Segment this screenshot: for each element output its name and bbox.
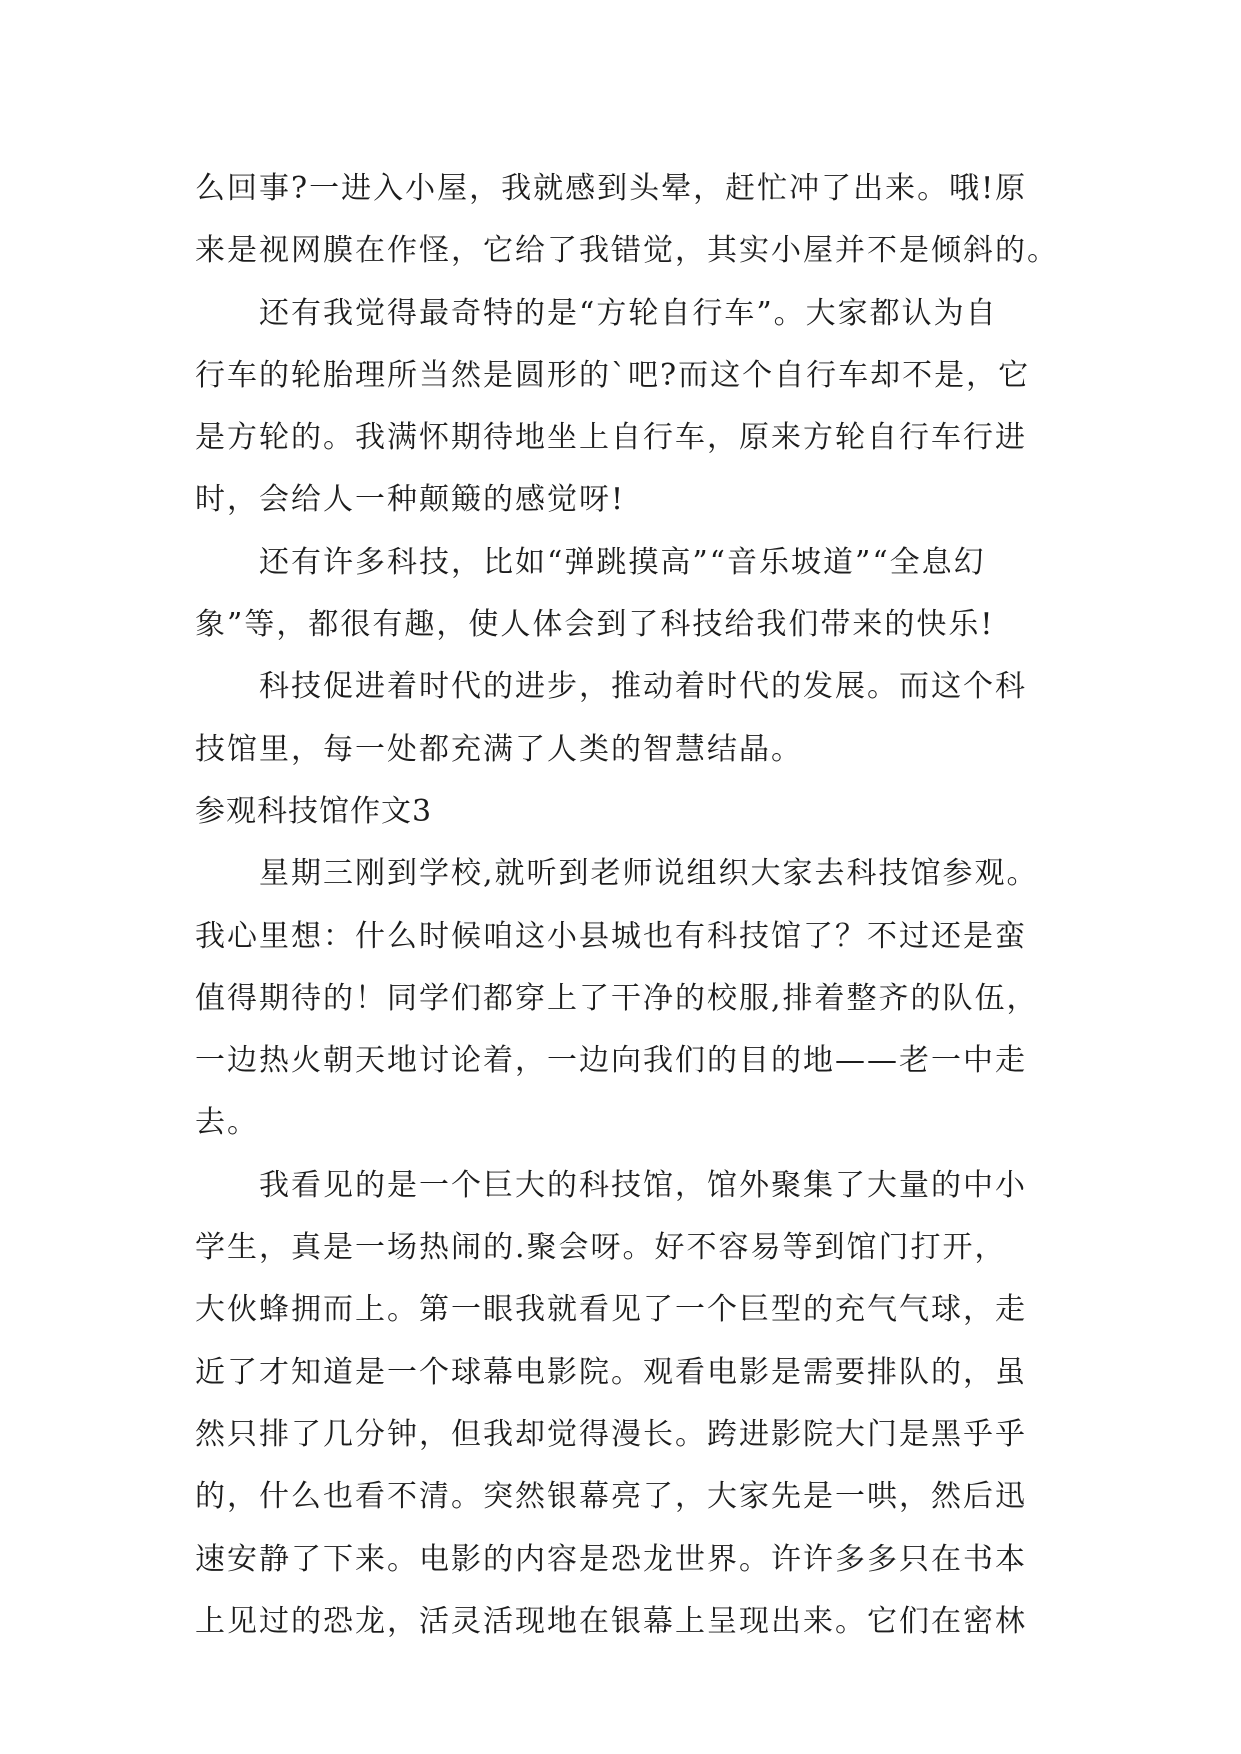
text-line: 时，会给人一种颠簸的感觉呀! — [195, 482, 626, 518]
text-line: 技馆里，每一处都充满了人类的智慧结晶。 — [195, 731, 803, 767]
text-line: 来是视网膜在作怪，它给了我错觉，其实小屋并不是倾斜的。 — [195, 233, 1059, 269]
text-line: 速安静了下来。电影的内容是恐龙世界。许许多多只在书本 — [195, 1541, 1027, 1577]
paragraph-start-line: 我看见的是一个巨大的科技馆，馆外聚集了大量的中小 — [259, 1167, 1027, 1203]
text-line: 去。 — [195, 1105, 259, 1141]
text-line: 象”等，都很有趣，使人体会到了科技给我们带来的快乐! — [195, 607, 995, 643]
paragraph-start-line: 科技促进着时代的进步，推动着时代的发展。而这个科 — [259, 669, 1027, 705]
text-line: 么回事?一进入小屋，我就感到头晕，赶忙冲了出来。哦!原 — [195, 171, 1028, 206]
text-line: 然只排了几分钟，但我却觉得漫长。跨进影院大门是黑乎乎 — [195, 1416, 1027, 1452]
text-line: 值得期待的！同学们都穿上了干净的校服,排着整齐的队伍， — [195, 980, 1039, 1016]
text-line: 上见过的恐龙，活灵活现地在银幕上呈现出来。它们在密林 — [195, 1603, 1027, 1639]
text-line: 学生，真是一场热闹的.聚会呀。好不容易等到馆门打开， — [195, 1230, 1007, 1266]
text-line: 我心里想：什么时候咱这小县城也有科技馆了？不过还是蛮 — [195, 918, 1027, 954]
text-line: 行车的轮胎理所当然是圆形的`吧?而这个自行车却不是，它 — [195, 357, 1031, 393]
text-line: 大伙蜂拥而上。第一眼我就看见了一个巨型的充气气球，走 — [195, 1292, 1027, 1328]
paragraph-start-line: 还有许多科技，比如“弹跳摸高”“音乐坡道”“全息幻 — [259, 544, 986, 580]
text-line: 的，什么也看不清。突然银幕亮了，大家先是一哄，然后迅 — [195, 1479, 1027, 1515]
text-line: 是方轮的。我满怀期待地坐上自行车，原来方轮自行车行进 — [195, 420, 1027, 456]
text-line: 一边热火朝天地讨论着，一边向我们的目的地——老一中走 — [195, 1043, 1027, 1079]
essay-text — [195, 158, 1059, 1653]
section-heading: 参观科技馆作文3 — [195, 793, 433, 829]
text-line: 近了才知道是一个球幕电影院。观看电影是需要排队的，虽 — [195, 1354, 1027, 1390]
paragraph-start-line: 还有我觉得最奇特的是“方轮自行车”。大家都认为自 — [259, 295, 998, 331]
paragraph-start-line: 星期三刚到学校,就听到老师说组织大家去科技馆参观。 — [259, 856, 1039, 892]
